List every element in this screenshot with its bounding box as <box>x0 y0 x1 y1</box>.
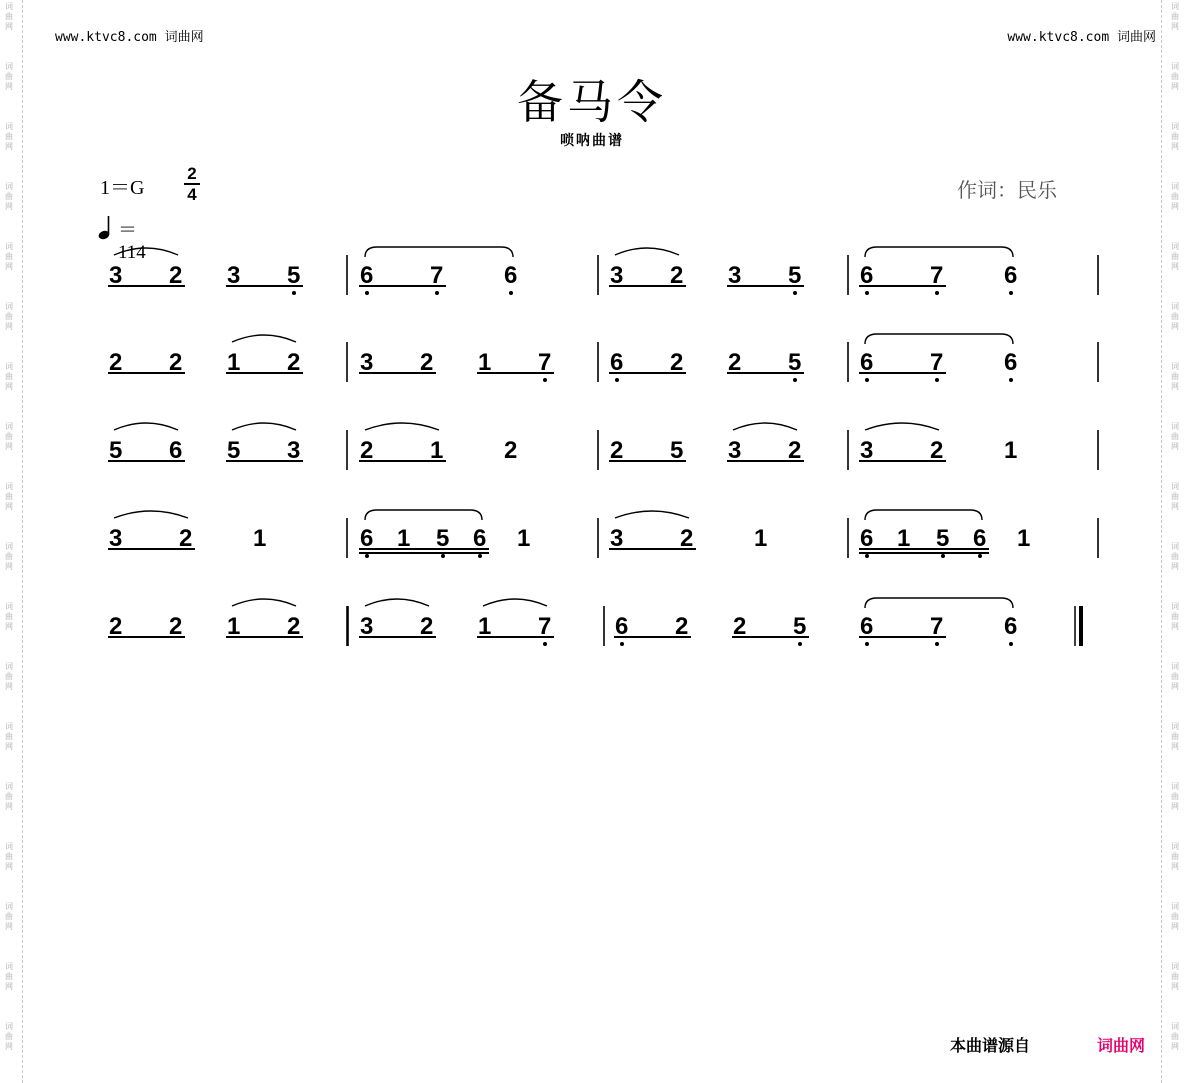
note: 5 <box>936 525 950 552</box>
watermark-text: 词 曲 网 <box>5 242 13 271</box>
note: 2 <box>109 349 123 376</box>
octave-dot <box>543 642 547 646</box>
note: 1 <box>754 525 768 552</box>
note: 6 <box>360 262 374 289</box>
slur <box>615 511 689 518</box>
slur <box>232 599 296 606</box>
note: 1 <box>897 525 911 552</box>
note: 3 <box>360 613 374 640</box>
watermark-text: 词 曲 网 <box>5 182 13 211</box>
octave-dot <box>793 378 797 382</box>
slur <box>114 248 178 255</box>
slur <box>232 335 296 342</box>
note: 7 <box>538 349 552 376</box>
slur <box>865 423 939 430</box>
octave-dot <box>615 378 619 382</box>
octave-dot <box>620 642 624 646</box>
slur <box>733 423 797 430</box>
note: 6 <box>1004 349 1018 376</box>
octave-dot <box>941 554 945 558</box>
slur <box>365 247 513 257</box>
octave-dot <box>935 642 939 646</box>
note: 7 <box>538 613 552 640</box>
note: 6 <box>973 525 987 552</box>
note: 6 <box>1004 613 1018 640</box>
watermark-text: 词 曲 网 <box>1171 362 1179 391</box>
note: 3 <box>728 437 742 464</box>
footer-label: 本曲谱源自 <box>950 1036 1031 1055</box>
note: 6 <box>860 525 874 552</box>
watermark-text: 词 曲 网 <box>5 662 13 691</box>
note: 7 <box>930 613 944 640</box>
note: 2 <box>680 525 694 552</box>
watermark-text: 词 曲 网 <box>1171 302 1179 331</box>
note: 3 <box>109 262 123 289</box>
footer-site[interactable]: 词曲网 <box>1097 1036 1146 1055</box>
note: 3 <box>610 525 624 552</box>
slur <box>365 510 482 520</box>
slur <box>865 334 1013 344</box>
note: 2 <box>169 262 183 289</box>
octave-dot <box>1009 642 1013 646</box>
note: 2 <box>670 349 684 376</box>
note: 5 <box>788 262 802 289</box>
octave-dot <box>1009 291 1013 295</box>
note: 3 <box>610 262 624 289</box>
slur <box>483 599 547 606</box>
note: 5 <box>287 262 301 289</box>
note: 6 <box>615 613 629 640</box>
watermark-text: 词 曲 网 <box>5 122 13 151</box>
note: 3 <box>860 437 874 464</box>
note: 3 <box>287 437 301 464</box>
note: 1 <box>517 525 531 552</box>
watermark-text: 词 曲 网 <box>5 902 13 931</box>
note: 2 <box>420 613 434 640</box>
note: 1 <box>478 613 492 640</box>
header-url[interactable]: www.ktvc8.com <box>55 30 157 45</box>
watermark-text: 词 曲 网 <box>1171 842 1179 871</box>
watermark-text: 词 曲 网 <box>1171 902 1179 931</box>
watermark-text: 词 曲 网 <box>1171 1022 1179 1051</box>
octave-dot <box>365 554 369 558</box>
header-site[interactable]: 词曲网 <box>1116 30 1156 45</box>
note: 2 <box>169 349 183 376</box>
octave-dot <box>793 291 797 295</box>
octave-dot <box>865 642 869 646</box>
note: 5 <box>793 613 807 640</box>
song-title: 备马令 <box>517 75 667 129</box>
note: 2 <box>287 349 301 376</box>
note: 2 <box>733 613 747 640</box>
octave-dot <box>865 554 869 558</box>
note: 2 <box>610 437 624 464</box>
note: 6 <box>360 525 374 552</box>
note: 2 <box>788 437 802 464</box>
note: 2 <box>504 437 518 464</box>
note: 5 <box>109 437 123 464</box>
note: 6 <box>1004 262 1018 289</box>
note: 1 <box>397 525 411 552</box>
note: 6 <box>504 262 518 289</box>
octave-dot <box>365 291 369 295</box>
slur <box>615 248 679 255</box>
note: 5 <box>670 437 684 464</box>
watermark-text: 词 曲 网 <box>1171 62 1179 91</box>
watermark-text: 词 曲 网 <box>1171 2 1179 31</box>
note: 1 <box>227 613 241 640</box>
note: 3 <box>227 262 241 289</box>
octave-dot <box>865 291 869 295</box>
watermark-text: 词 曲 网 <box>5 602 13 631</box>
octave-dot <box>509 291 513 295</box>
slur <box>114 423 178 430</box>
octave-dot <box>978 554 982 558</box>
octave-dot <box>1009 378 1013 382</box>
note: 1 <box>430 437 444 464</box>
note: 7 <box>930 349 944 376</box>
note: 2 <box>670 262 684 289</box>
watermark-text: 词 曲 网 <box>1171 662 1179 691</box>
watermark-text: 词 曲 网 <box>5 722 13 751</box>
octave-dot <box>543 378 547 382</box>
note: 5 <box>788 349 802 376</box>
note: 1 <box>253 525 267 552</box>
octave-dot <box>478 554 482 558</box>
octave-dot <box>441 554 445 558</box>
slur <box>365 423 439 430</box>
note: 6 <box>610 349 624 376</box>
note: 1 <box>1017 525 1031 552</box>
octave-dot <box>292 291 296 295</box>
note: 5 <box>436 525 450 552</box>
header-site[interactable]: 词曲网 <box>164 30 204 45</box>
watermark-text: 词 曲 网 <box>5 302 13 331</box>
watermark-text: 词 曲 网 <box>1171 542 1179 571</box>
watermark-text: 词 曲 网 <box>1171 482 1179 511</box>
slur <box>865 247 1013 257</box>
watermark-text: 词 曲 网 <box>5 2 13 31</box>
watermark-text: 词 曲 网 <box>5 362 13 391</box>
note: 7 <box>930 262 944 289</box>
note: 2 <box>169 613 183 640</box>
octave-dot <box>865 378 869 382</box>
octave-dot <box>435 291 439 295</box>
octave-dot <box>935 291 939 295</box>
watermark-text: 词 曲 网 <box>1171 722 1179 751</box>
tempo-value: ＝114 <box>118 220 146 263</box>
note: 1 <box>478 349 492 376</box>
watermark-text: 词 曲 网 <box>5 422 13 451</box>
time-signature-bottom: 4 <box>187 185 197 204</box>
song-subtitle: 唢呐曲谱 <box>560 133 624 149</box>
note: 2 <box>109 613 123 640</box>
watermark-text: 词 曲 网 <box>5 782 13 811</box>
octave-dot <box>935 378 939 382</box>
watermark-text: 词 曲 网 <box>5 962 13 991</box>
note: 6 <box>860 262 874 289</box>
watermark-text: 词 曲 网 <box>5 842 13 871</box>
note: 2 <box>287 613 301 640</box>
watermark-text: 词 曲 网 <box>5 62 13 91</box>
watermark-text: 词 曲 网 <box>1171 782 1179 811</box>
watermark-text: 词 曲 网 <box>1171 182 1179 211</box>
watermark-text: 词 曲 网 <box>5 542 13 571</box>
time-signature-top: 2 <box>187 164 197 183</box>
watermark-text: 词 曲 网 <box>1171 962 1179 991</box>
note: 1 <box>227 349 241 376</box>
note: 3 <box>109 525 123 552</box>
watermark-text: 词 曲 网 <box>1171 242 1179 271</box>
header-url[interactable]: www.ktvc8.com <box>1007 30 1110 45</box>
watermark-text: 词 曲 网 <box>5 482 13 511</box>
slur <box>865 510 982 520</box>
note: 2 <box>179 525 193 552</box>
octave-dot <box>798 642 802 646</box>
slur <box>232 423 296 430</box>
watermark-text: 词 曲 网 <box>5 1022 13 1051</box>
note: 3 <box>360 349 374 376</box>
note: 7 <box>430 262 444 289</box>
note: 2 <box>675 613 689 640</box>
note: 2 <box>728 349 742 376</box>
slur <box>865 598 1013 608</box>
note: 3 <box>728 262 742 289</box>
key-signature: 1＝G <box>100 177 145 199</box>
lyricist: 作词：民乐 <box>957 180 1057 202</box>
note: 2 <box>930 437 944 464</box>
slur <box>114 511 188 518</box>
note: 2 <box>360 437 374 464</box>
note: 6 <box>473 525 487 552</box>
note: 5 <box>227 437 241 464</box>
note: 6 <box>169 437 183 464</box>
note: 2 <box>420 349 434 376</box>
watermark-text: 词 曲 网 <box>1171 422 1179 451</box>
slur <box>365 599 429 606</box>
note: 6 <box>860 349 874 376</box>
watermark-text: 词 曲 网 <box>1171 122 1179 151</box>
note: 1 <box>1004 437 1018 464</box>
note: 6 <box>860 613 874 640</box>
watermark-text: 词 曲 网 <box>1171 602 1179 631</box>
